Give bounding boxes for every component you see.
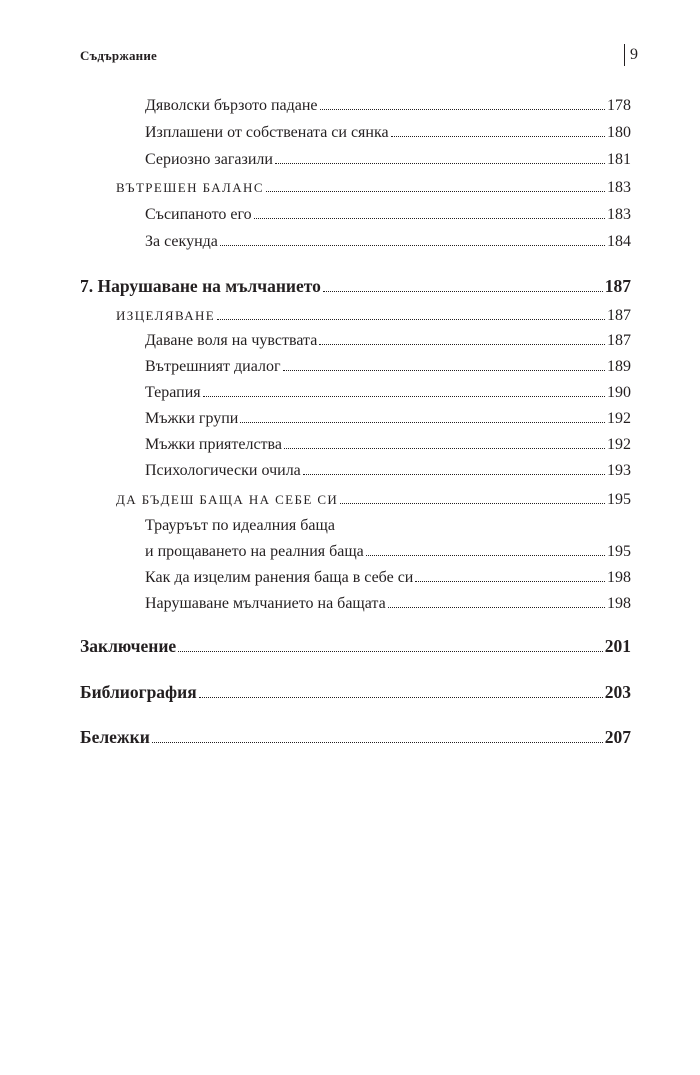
- toc-entry[interactable]: [145, 542, 631, 562]
- toc-entry-page: 207: [604, 727, 631, 747]
- toc-entry-page: 193: [607, 462, 631, 479]
- toc-entry[interactable]: [145, 123, 631, 143]
- toc-entry-title: Дяволски бързото падане: [145, 97, 318, 114]
- toc-entry[interactable]: [145, 383, 631, 403]
- toc-entry-page: 198: [607, 595, 631, 612]
- toc-section-title: ДА БЪДЕШ БАЩА НА СЕБЕ СИ: [116, 492, 339, 507]
- toc-entry[interactable]: [145, 96, 631, 116]
- dot-leader: [199, 688, 603, 698]
- toc-entry-title: Мъжки групи: [145, 410, 239, 427]
- toc-entry-title: и прощаването на реалния баща: [145, 543, 364, 560]
- toc-entry-page: 187: [607, 332, 631, 349]
- toc-entry-page: 195: [607, 543, 631, 560]
- toc-chapter[interactable]: [80, 636, 631, 656]
- dot-leader: [217, 310, 605, 320]
- toc-entry-page: 201: [604, 636, 631, 656]
- toc-entry[interactable]: [145, 331, 631, 351]
- dot-leader: [275, 154, 605, 164]
- toc-entry-page: 181: [607, 151, 631, 168]
- dot-leader: [240, 413, 605, 423]
- toc-entry-title-line1: Трауръът по идеалния баща: [145, 517, 335, 534]
- toc-entry-page: 178: [607, 97, 631, 114]
- dot-leader: [323, 282, 603, 292]
- toc-entry-title: Терапия: [145, 384, 201, 401]
- toc-entry-page: 192: [607, 410, 631, 427]
- toc-entry-title: Сериозно загазили: [145, 151, 273, 168]
- toc-entry-title: Вътрешният диалог: [145, 358, 281, 375]
- toc-entry[interactable]: [145, 568, 631, 588]
- toc-entry-page: 198: [607, 569, 631, 586]
- toc-entry-page: 203: [604, 682, 631, 702]
- toc-chapter[interactable]: [80, 682, 631, 702]
- dot-leader: [340, 494, 605, 504]
- toc-entry-page: 184: [607, 233, 631, 250]
- toc-chapter-title: 7. Нарушаване на мълчанието: [80, 276, 321, 296]
- dot-leader: [152, 733, 603, 743]
- toc-chapter[interactable]: [80, 727, 631, 747]
- toc-chapter-title: Заключение: [80, 636, 177, 656]
- toc-entry[interactable]: [145, 357, 631, 377]
- toc-entry[interactable]: [145, 150, 631, 170]
- toc-entry-title: Даване воля на чувствата: [145, 332, 318, 349]
- toc-entry[interactable]: [145, 461, 631, 481]
- dot-leader: [319, 335, 605, 345]
- toc-entry[interactable]: [145, 409, 631, 429]
- header-divider: [624, 44, 625, 66]
- toc-entry[interactable]: [145, 205, 631, 225]
- dot-leader: [303, 465, 605, 475]
- toc-section-title: ВЪТРЕШЕН БАЛАНС: [116, 180, 264, 195]
- toc-entry-page: 189: [607, 358, 631, 375]
- dot-leader: [366, 546, 605, 556]
- toc-entry-page: 195: [607, 491, 631, 508]
- dot-leader: [203, 387, 605, 397]
- toc-chapter[interactable]: [80, 276, 631, 296]
- toc-entry-page: 187: [604, 276, 631, 296]
- dot-leader: [391, 127, 605, 137]
- toc-entry-title: Изплашени от собствената си сянка: [145, 124, 389, 141]
- dot-leader: [220, 236, 605, 246]
- toc-entry[interactable]: [145, 435, 631, 455]
- toc-section[interactable]: [116, 490, 631, 510]
- dot-leader: [415, 572, 605, 582]
- toc-entry-title: Как да изцелим ранения баща в себе си: [145, 569, 414, 586]
- toc-entry-page: 183: [607, 179, 631, 196]
- toc-entry-page: 190: [607, 384, 631, 401]
- toc-entry-title: За секунда: [145, 233, 218, 250]
- toc-entry-title: Нарушаване мълчанието на бащата: [145, 595, 386, 612]
- toc-section-title: ИЗЦЕЛЯВАНЕ: [116, 308, 216, 323]
- dot-leader: [178, 642, 603, 652]
- toc-entry-title: Психологически очила: [145, 462, 301, 479]
- page-number: 9: [630, 46, 638, 63]
- toc-entry-title: Мъжки приятелства: [145, 436, 282, 453]
- toc-chapter-title: Библиография: [80, 682, 197, 702]
- toc-chapter-title: Бележки: [80, 727, 150, 747]
- toc-entry-page: 187: [607, 307, 631, 324]
- dot-leader: [284, 439, 605, 449]
- toc-entry-title: Съсипаното его: [145, 206, 252, 223]
- dot-leader: [388, 598, 605, 608]
- running-head-title: Съдържание: [80, 48, 158, 63]
- toc-entry[interactable]: [145, 594, 631, 614]
- toc-entry-page: 180: [607, 124, 631, 141]
- toc-section[interactable]: [116, 178, 631, 198]
- toc-entry-page: 192: [607, 436, 631, 453]
- dot-leader: [266, 182, 605, 192]
- dot-leader: [283, 361, 605, 371]
- toc-entry[interactable]: [145, 232, 631, 252]
- dot-leader: [320, 100, 605, 110]
- dot-leader: [254, 209, 605, 219]
- toc-entry-page: 183: [607, 206, 631, 223]
- toc-section[interactable]: [116, 306, 631, 326]
